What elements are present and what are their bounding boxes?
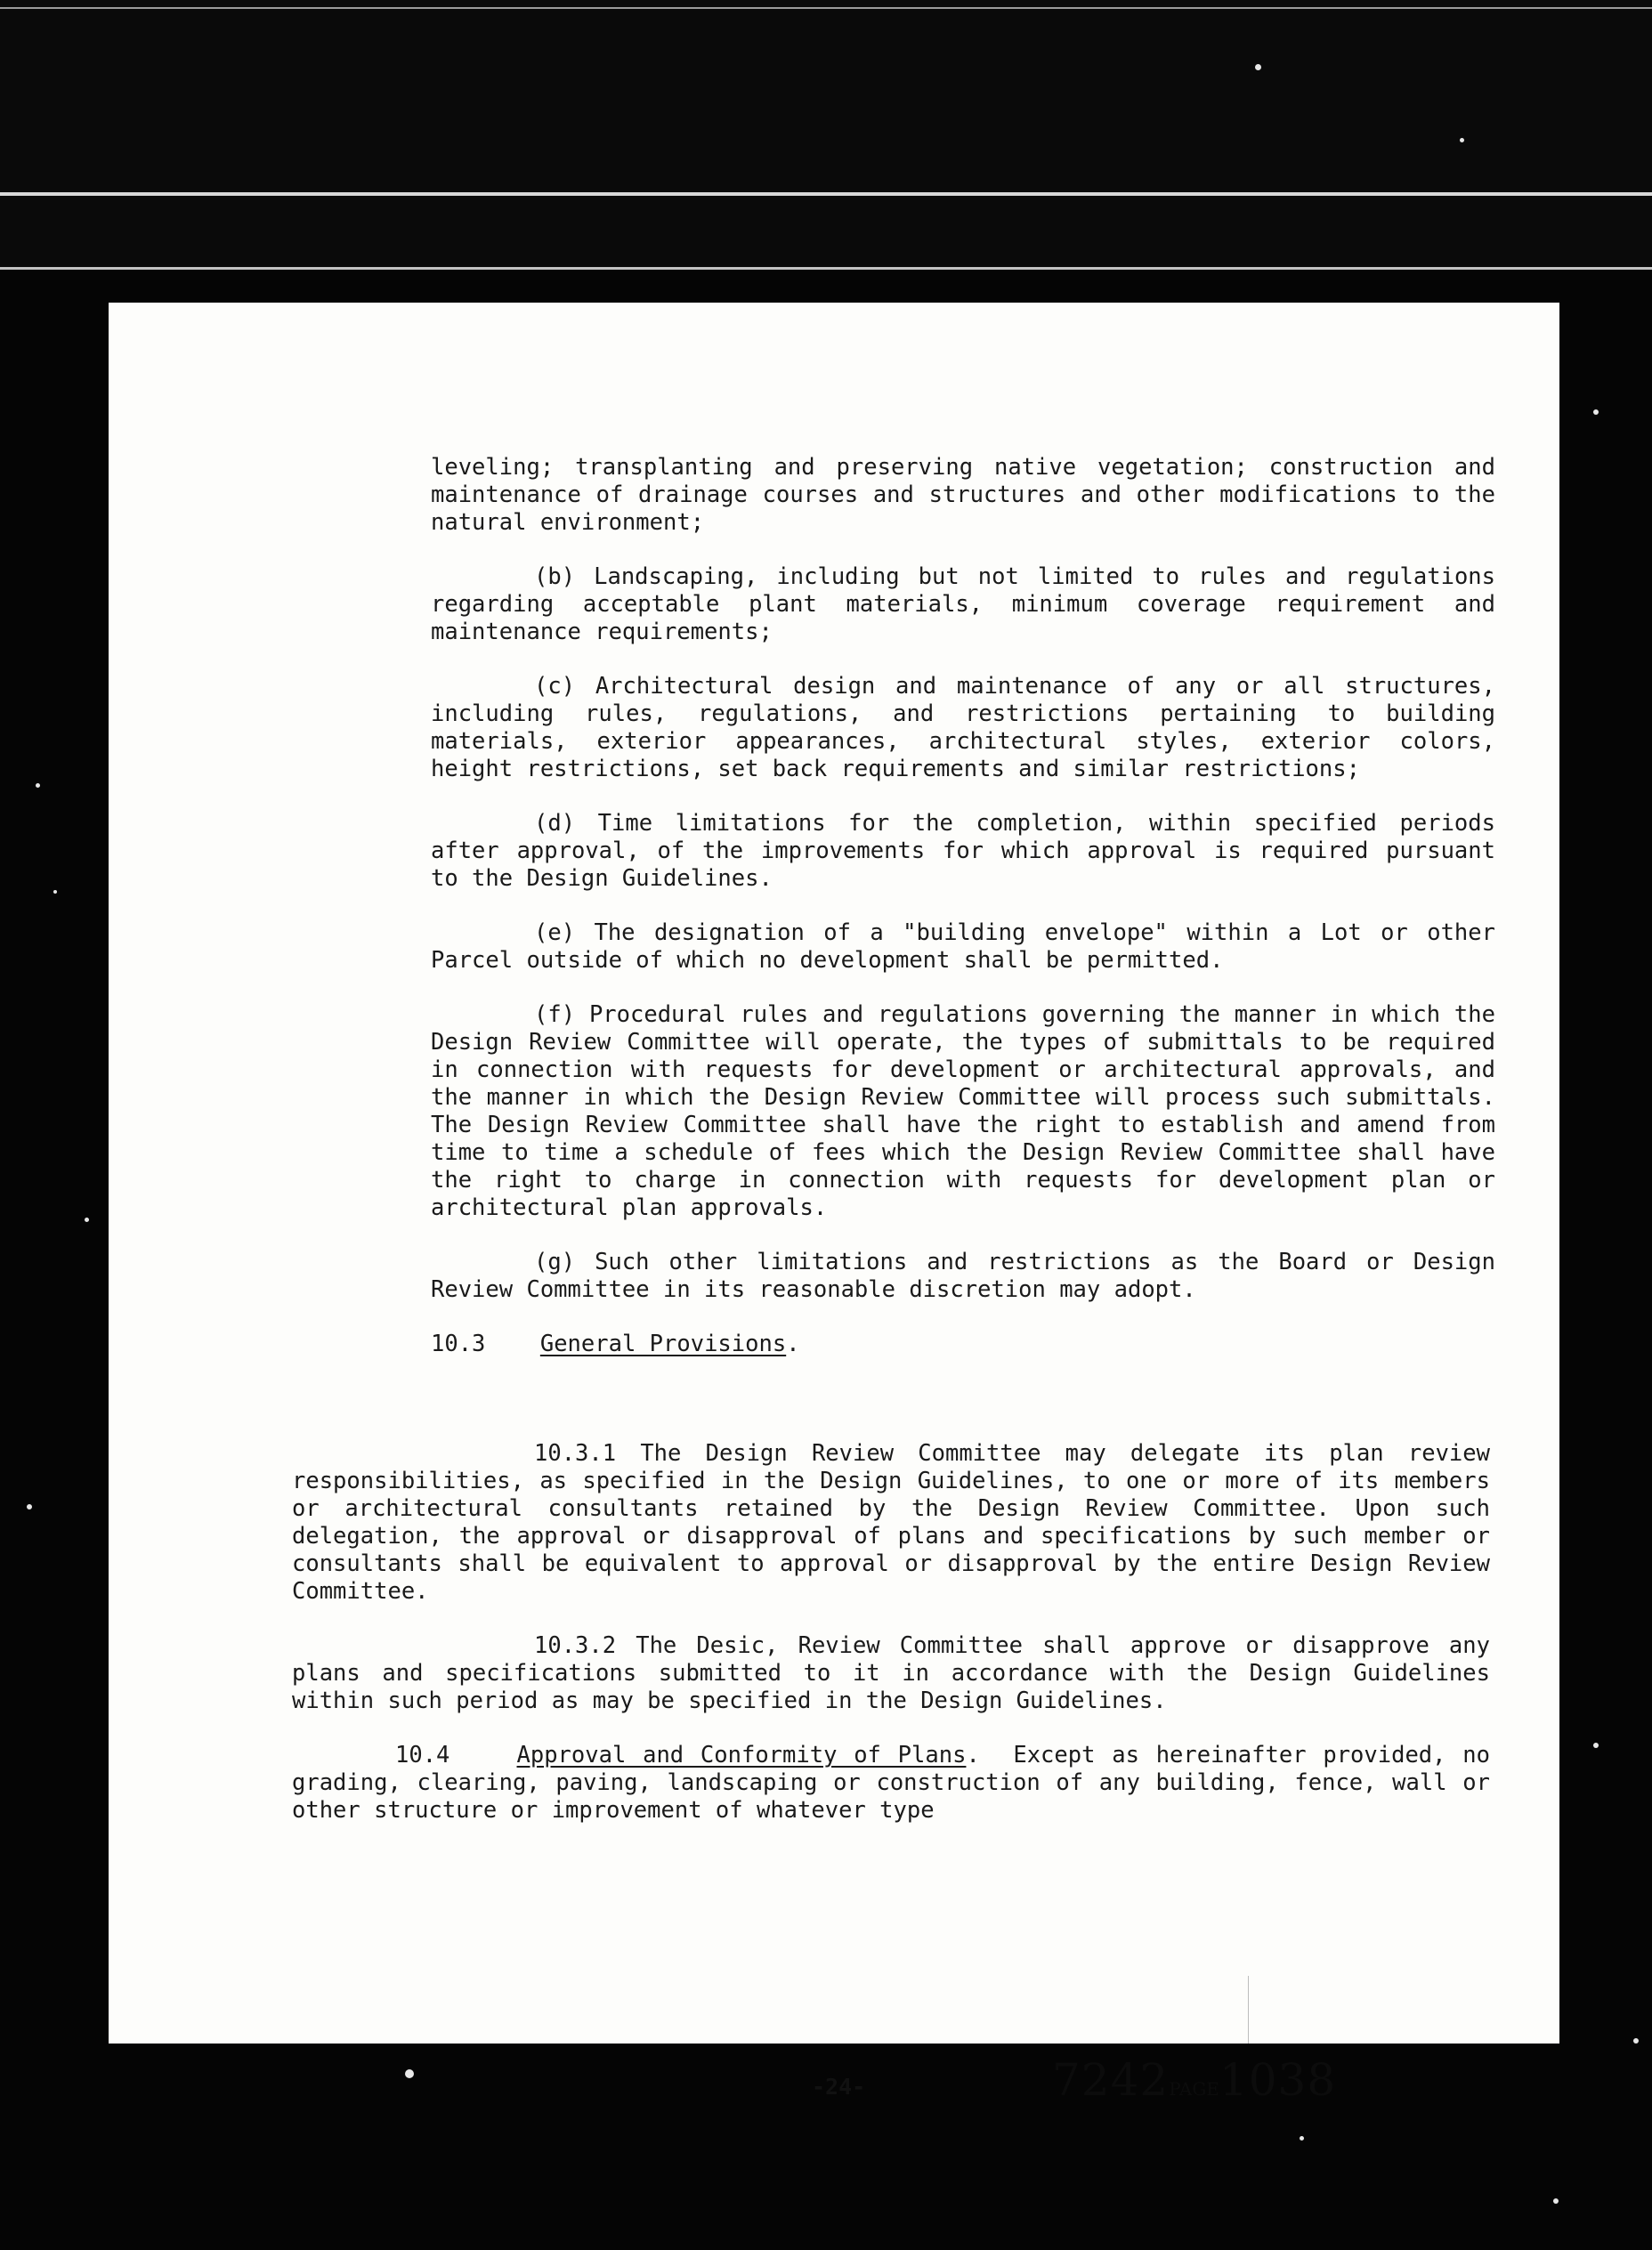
clause-e: (e) The designation of a "building envelope" within a Lot or other Parcel outside of which no development shall be permitted. (431, 919, 1495, 974)
section-10-3-heading (431, 1331, 1495, 1358)
scan-artifact-line (0, 7, 1652, 9)
scan-artifact-line (0, 192, 1652, 196)
scan-speck (53, 890, 57, 894)
scan-speck (36, 783, 40, 788)
clause-d: (d) Time limitations for the completion, within specified periods after approval, of the improvements for which approval is required pursuant to the Design Guidelines. (431, 810, 1495, 892)
document-page (109, 303, 1559, 2106)
clause-g: (g) Such other limitations and restrictions as the Board or Design Review Committee in its reasonable discretion may adopt. (431, 1249, 1495, 1303)
section-10-4-title-suffix: . (966, 1742, 980, 1768)
scan-speck (1553, 2198, 1559, 2204)
clause-f: (f) Procedural rules and regulations governing the manner in which the Design Review Committee will operate, the types of submittals to be required in connection with requests for development or architectural approvals, and the manner in which the Design Review Committee will process such submittals. The Design Review Committee shall have the right to establish and amend from time to time a schedule of fees which the Design Review Committee shall have the right to charge in connection with requests for development plan or architectural plan approvals. (431, 1001, 1495, 1221)
clause-c: (c) Architectural design and maintenance of any or all structures, including rules, regulations, and restrictions pertaining to building materials, exterior appearances, architectural styles, exterior colors, height restrictions, set back requirements and similar restrictions; (431, 673, 1495, 782)
section-10-3-title: General Provisions (539, 1331, 787, 1357)
scan-speck (405, 2069, 414, 2078)
section-10-3-number: 10.3 (431, 1331, 486, 1357)
scan-speck (1593, 409, 1599, 415)
recording-stamp (1052, 2054, 1336, 2106)
page-crease (1248, 1976, 1249, 2044)
continuation-paragraph: leveling; transplanting and preserving native vegetation; construction and maintenance of drainage courses and structures and other modifications to the natural environment; (431, 454, 1495, 536)
scan-speck (1300, 2136, 1304, 2141)
para-10-3-1: 10.3.1 The Design Review Committee may delegate its plan review responsibilities, as specified in the Design Guidelines, to one or more of its members or architectural consultants retained by the Design Review Committee. Upon such delegation, the approval or disapproval of plans and specifications by such member or consultants shall be equivalent to approval or disapproval by the entire Design Review Committee. (292, 1440, 1490, 1605)
section-10-4-number: 10.4 (395, 1742, 450, 1768)
scan-speck (1255, 64, 1261, 70)
body-lower (292, 1440, 1490, 1825)
scan-speck (1593, 1743, 1599, 1748)
page-number: -24- (812, 2074, 866, 2100)
scan-top-border (0, 0, 1652, 267)
section-10-4-title: Approval and Conformity of Plans (516, 1742, 967, 1768)
scan-speck (27, 1504, 32, 1509)
scan-speck (85, 1218, 89, 1222)
body-upper (431, 454, 1495, 1380)
page-label: PAGE (1169, 2078, 1219, 2100)
section-10-4 (292, 1742, 1490, 1825)
para-10-3-2: 10.3.2 The Desic, Review Committee shall approve or disapprove any plans and specifications submitted to it in accordance with the Design Guidelines within such period as may be specified in the Design Guidelines. (292, 1632, 1490, 1714)
scan-speck (1633, 2038, 1639, 2044)
section-10-3-title-suffix: . (786, 1331, 800, 1357)
scan-artifact-line (0, 267, 1652, 270)
scan-speck (1460, 138, 1464, 142)
clause-b: (b) Landscaping, including but not limited to rules and regulations regarding acceptable plant materials, minimum coverage requirement and maintenance requirements; (431, 563, 1495, 645)
book-number: 7242 (1052, 2054, 1170, 2106)
record-page: 1038 (1219, 2054, 1337, 2106)
section-10-4-body: Except as hereinafter provided, no grading, clearing, paving, landscaping or construction of any building, fence, wall or other structure or improvement of whatever type (292, 1742, 1490, 1824)
